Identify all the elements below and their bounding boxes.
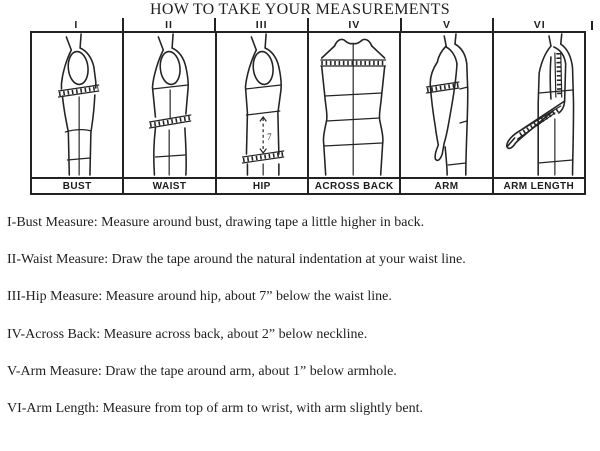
figure-drawing <box>427 34 468 175</box>
label-hip: HIP <box>217 179 309 193</box>
figure-side-arm-tape-icon <box>401 33 491 177</box>
panel-arm <box>401 33 493 177</box>
label-across-back: ACROSS BACK <box>309 179 401 193</box>
panel-hip <box>217 33 309 177</box>
dress-form-side-waist-tape-icon <box>124 33 214 177</box>
panel-numeral-6: VI <box>533 19 546 31</box>
instruction-arm: V-Arm Measure: Draw the tape around arm, about 1” below armhole. <box>7 363 397 379</box>
seven-inch-annotation: 7 <box>266 131 272 143</box>
panel-divider-tick <box>307 18 309 31</box>
instruction-arm-length: VI-Arm Length: Measure from top of arm to wrist, with arm slightly bent. <box>7 401 424 417</box>
panel-numeral-3: III <box>255 19 268 31</box>
panel-divider-tick <box>122 18 124 31</box>
figure-drawing <box>59 34 99 175</box>
right-edge-tick <box>591 21 593 30</box>
label-arm: ARM <box>401 179 493 193</box>
tape-measure-band <box>59 85 99 97</box>
panel-numeral-2: II <box>165 19 173 31</box>
label-bust: BUST <box>32 179 124 193</box>
panel-divider-tick <box>492 18 494 31</box>
panel-divider-tick <box>400 18 402 31</box>
page-title: HOW TO TAKE YOUR MEASUREMENTS <box>150 1 450 18</box>
instruction-across-back: IV-Across Back: Measure across back, about 2” below neckline. <box>7 326 368 342</box>
dress-form-back-shoulder-tape-icon <box>309 33 399 177</box>
panel-numeral-4: IV <box>348 19 361 31</box>
figure-drawing <box>321 39 386 175</box>
dress-form-side-bust-tape-icon <box>32 33 122 177</box>
dress-form-side-hip-tape-icon <box>217 33 307 177</box>
instruction-waist: II-Waist Measure: Draw the tape around the natural indentation at your waist line. <box>7 252 466 268</box>
label-arm-length: ARM LENGTH <box>503 180 575 192</box>
figure-drawing <box>242 34 283 175</box>
panel-arm-length <box>494 33 584 177</box>
instruction-bust: I-Bust Measure: Measure around bust, drawing tape a little higher in back. <box>7 215 425 230</box>
panel-divider-tick <box>214 18 216 31</box>
measurement-diagram <box>30 17 586 195</box>
label-waist: WAIST <box>124 179 216 193</box>
figure-label-row <box>30 177 586 195</box>
seven-inch-measure-line <box>260 117 272 153</box>
panel-numeral-5: V <box>443 19 452 31</box>
instruction-hip: III-Hip Measure: Measure around hip, about 7” below the waist line. <box>7 289 392 305</box>
figure-drawing <box>150 34 191 175</box>
figure-side-bent-arm-tape-icon <box>494 33 584 177</box>
instruction-list <box>7 204 593 427</box>
panel-across-back <box>309 33 401 177</box>
figure-drawing <box>506 34 573 175</box>
panel-numeral-row <box>30 17 586 31</box>
figure-row <box>30 31 586 177</box>
panel-bust <box>32 33 124 177</box>
panel-numeral-1: I <box>74 19 79 31</box>
panel-waist <box>124 33 216 177</box>
